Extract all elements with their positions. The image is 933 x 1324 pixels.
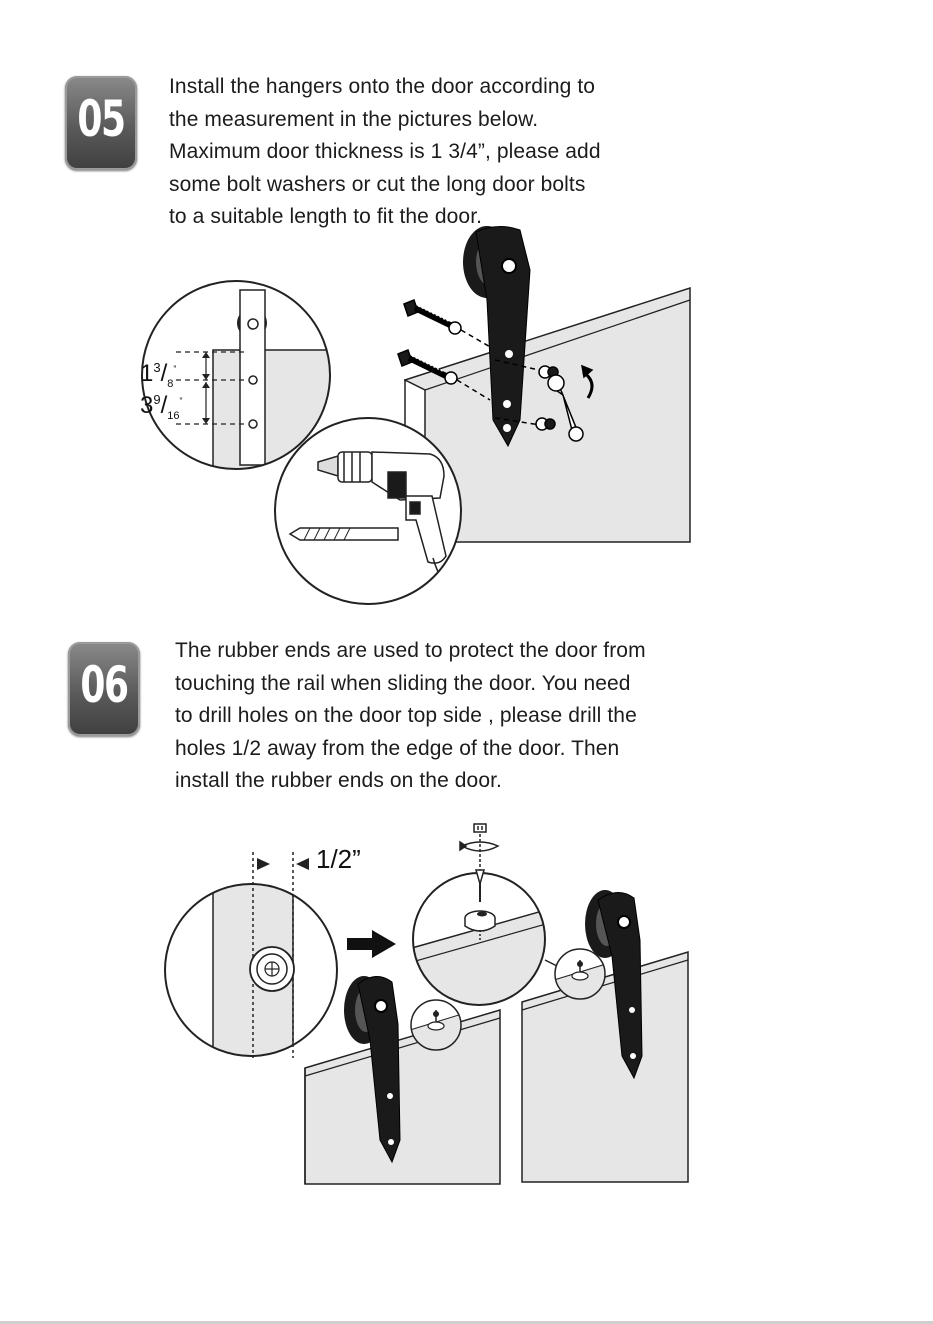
step-06-badge — [68, 642, 140, 736]
step-06-number: 06 — [80, 656, 128, 714]
measure-whole: 1 — [140, 360, 154, 387]
measure-numerator: 9 — [153, 392, 161, 407]
step-06-line: holes 1/2 away from the edge of the door. Then — [175, 736, 620, 760]
step-06-instructions — [175, 635, 646, 798]
step-06-line: The rubber ends are used to protect the door from — [175, 639, 646, 662]
measurement-label-top: $1^3/_8^”$ — [140, 360, 177, 390]
measure-numerator: 3 — [153, 360, 161, 375]
step-05-line: Maximum door thickness is 1 3/4”, please add — [169, 140, 601, 163]
step-05-line: some bolt washers or cut the long door bolts — [169, 172, 586, 196]
measure-unit: ” — [179, 396, 183, 406]
step-05-line: the measurement in the pictures below. — [169, 107, 539, 131]
step-05-line: to a suitable length to fit the door. — [169, 205, 483, 228]
measure-whole: 3 — [140, 392, 154, 419]
direction-arrow — [347, 930, 396, 958]
edge-distance-label: 1/2” — [316, 844, 361, 874]
step-06-line: install the rubber ends on the door. — [175, 769, 502, 792]
edge-distance-detail-circle — [165, 852, 337, 1070]
measure-denominator: 8 — [167, 377, 174, 390]
measure-unit: ” — [173, 364, 177, 374]
measurement-label-bottom: $3^9/_{16}^”$ — [140, 392, 183, 422]
drill-detail-circle — [275, 418, 461, 604]
step-06-line: to drill holes on the door top side , please drill the — [175, 704, 637, 727]
step-05-number: 05 — [77, 90, 125, 148]
step-05-line: Install the hangers onto the door according to — [169, 75, 596, 98]
rubber-end-detail-circle — [412, 824, 560, 1020]
step-06-line: touching the rail when sliding the door. You need — [175, 671, 631, 695]
measure-denominator: 16 — [167, 409, 180, 422]
